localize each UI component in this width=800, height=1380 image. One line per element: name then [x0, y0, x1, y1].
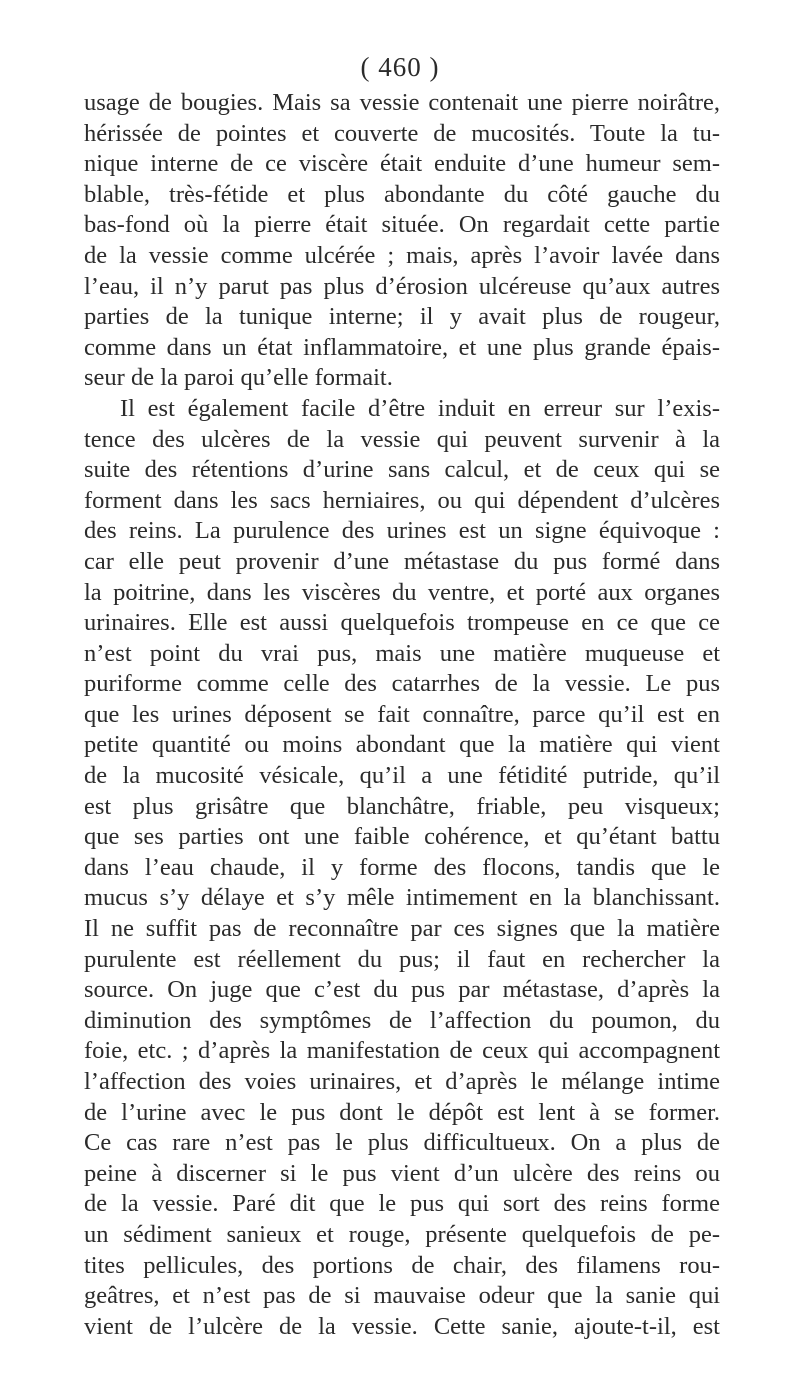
page-number: ( 460 ) — [360, 52, 440, 82]
text-line: geâtres, et n’est pas de si mauvaise odeur que la sanie qui — [84, 1282, 720, 1310]
text-line: Ce cas rare n’est pas le plus difficultueux. On a plus de — [84, 1129, 720, 1157]
text-line: mucus s’y délaye et s’y mêle intimement en la blanchissant. — [84, 884, 720, 912]
text-line: diminution des symptômes de l’affection du poumon, du — [84, 1006, 720, 1034]
text-line: l’eau, il n’y parut pas plus d’érosion ulcéreuse qu’aux autres — [84, 272, 720, 300]
text-line: tites pellicules, des portions de chair, des filamens rou- — [84, 1251, 720, 1279]
text-line: la poitrine, dans les viscères du ventre, et porté aux organes — [84, 578, 720, 606]
text-line: Il ne suffit pas de reconnaître par ces signes que la matière — [84, 915, 720, 943]
text-line: petite quantité ou moins abondant que la matière qui vient — [84, 731, 720, 759]
text-line: de l’urine avec le pus dont le dépôt est lent à se former. — [84, 1098, 720, 1126]
text-line: de la vessie comme ulcérée ; mais, après l’avoir lavée dans — [84, 241, 720, 269]
text-line: usage de bougies. Mais sa vessie contenait une pierre noirâtre, — [84, 89, 720, 116]
text-line: hérissée de pointes et couverte de mucosités. Toute la tu- — [84, 119, 720, 147]
text-line: bas-fond où la pierre était située. On regardait cette partie — [84, 211, 720, 239]
text-line: comme dans un état inflammatoire, et une plus grande épais- — [84, 333, 720, 361]
text-line: nique interne de ce viscère était enduite d’une humeur sem- — [84, 150, 720, 178]
text-line: car elle peut provenir d’une métastase du pus formé dans — [84, 547, 720, 575]
text-line: l’affection des voies urinaires, et d’après le mélange intime — [84, 1068, 720, 1095]
text-line: des reins. La purulence des urines est un signe équivoque : — [84, 517, 720, 545]
text-line: forment dans les sacs herniaires, ou qui dépendent d’ulcères — [84, 486, 720, 514]
text-line: foie, etc. ; d’après la manifestation de ceux qui accompagnent — [84, 1037, 720, 1065]
text-line: est plus grisâtre que blanchâtre, friable, peu visqueux; — [84, 792, 720, 820]
text-line: urinaires. Elle est aussi quelquefois trompeuse en ce que ce — [84, 609, 720, 637]
text-line: vient de l’ulcère de la vessie. Cette sanie, ajoute-t-il, est — [84, 1312, 720, 1340]
text-line: parties de la tunique interne; il y avait plus de rougeur, — [84, 303, 720, 331]
text-line: purulente est réellement du pus; il faut en rechercher la — [84, 945, 720, 973]
text-line: dans l’eau chaude, il y forme des flocons, tandis que le — [84, 853, 720, 881]
text-line: puriforme comme celle des catarrhes de la vessie. Le pus — [84, 670, 720, 698]
text-line: tence des ulcères de la vessie qui peuvent survenir à la — [84, 425, 720, 453]
text-line: de la mucosité vésicale, qu’il a une fétidité putride, qu’il — [84, 762, 720, 790]
text-line: n’est point du vrai pus, mais une matière muqueuse et — [84, 639, 720, 667]
text-line: peine à discerner si le pus vient d’un ulcère des reins ou — [84, 1159, 720, 1187]
text-line: suite des rétentions d’urine sans calcul, et de ceux qui se — [84, 456, 720, 484]
paragraph-start-line: Il est également facile d’être induit en erreur sur l’exis- — [120, 394, 720, 422]
text-line: source. On juge que c’est du pus par métastase, d’après la — [84, 976, 720, 1004]
body-text — [84, 88, 720, 1342]
text-line: que les urines déposent se fait connaître, parce qu’il est en — [84, 700, 720, 728]
paragraph-end-line: seur de la paroi qu’elle formait. — [84, 364, 393, 392]
text-line: que ses parties ont une faible cohérence, et qu’étant battu — [84, 823, 720, 851]
text-line: blable, très-fétide et plus abondante du côté gauche du — [84, 180, 720, 208]
text-line: un sédiment sanieux et rouge, présente quelquefois de pe- — [84, 1220, 720, 1248]
text-line: de la vessie. Paré dit que le pus qui sort des reins forme — [84, 1190, 720, 1218]
